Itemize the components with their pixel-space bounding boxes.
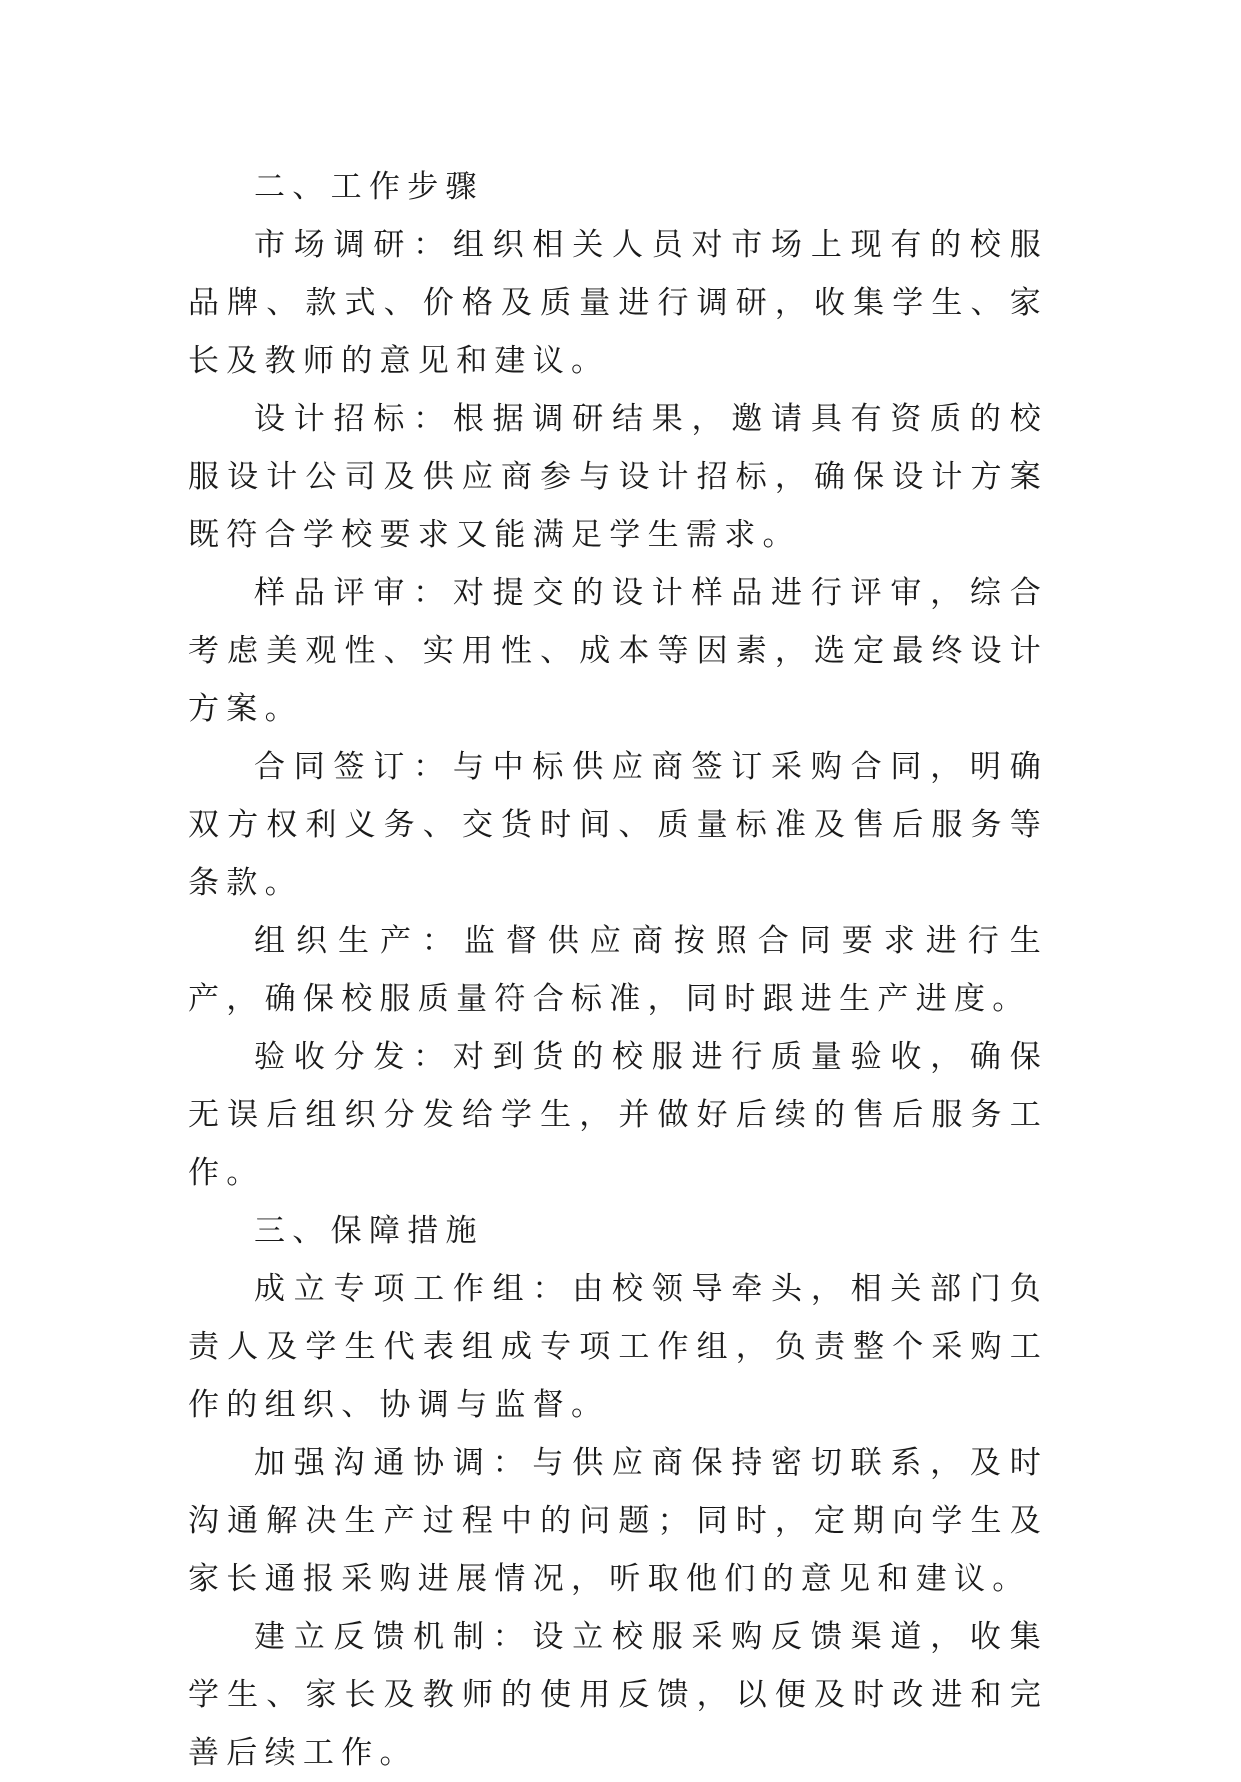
paragraph-sample-review: 样品评审：对提交的设计样品进行评审，综合考虑美观性、实用性、成本等因素，选定最终设计方案。 — [188, 575, 1048, 727]
paragraph-design-bidding: 设计招标：根据调研结果，邀请具有资质的校服设计公司及供应商参与设计招标，确保设计方案既符合学校要求又能满足学生需求。 — [188, 401, 1048, 553]
paragraph-acceptance-distribution: 验收分发：对到货的校服进行质量验收，确保无误后组织分发给学生，并做好后续的售后服务工作。 — [188, 1039, 1048, 1191]
paragraph-production: 组织生产：监督供应商按照合同要求进行生产，确保校服质量符合标准，同时跟进生产进度。 — [188, 923, 1048, 1017]
paragraph-contract-signing: 合同签订：与中标供应商签订采购合同，明确双方权利义务、交货时间、质量标准及售后服务等条款。 — [188, 749, 1048, 901]
paragraph-communication: 加强沟通协调：与供应商保持密切联系，及时沟通解决生产过程中的问题；同时，定期向学生及家长通报采购进展情况，听取他们的意见和建议。 — [188, 1445, 1048, 1597]
document-page — [188, 158, 1048, 1782]
paragraph-market-research: 市场调研：组织相关人员对市场上现有的校服品牌、款式、价格及质量进行调研，收集学生、家长及教师的意见和建议。 — [188, 227, 1048, 379]
section-heading-measures: 三、保障措施 — [254, 1213, 484, 1249]
section-heading-steps: 二、工作步骤 — [254, 169, 484, 205]
paragraph-feedback: 建立反馈机制：设立校服采购反馈渠道，收集学生、家长及教师的使用反馈，以便及时改进和完善后续工作。 — [188, 1619, 1048, 1771]
paragraph-working-group: 成立专项工作组：由校领导牵头，相关部门负责人及学生代表组成专项工作组，负责整个采购工作的组织、协调与监督。 — [188, 1271, 1048, 1423]
